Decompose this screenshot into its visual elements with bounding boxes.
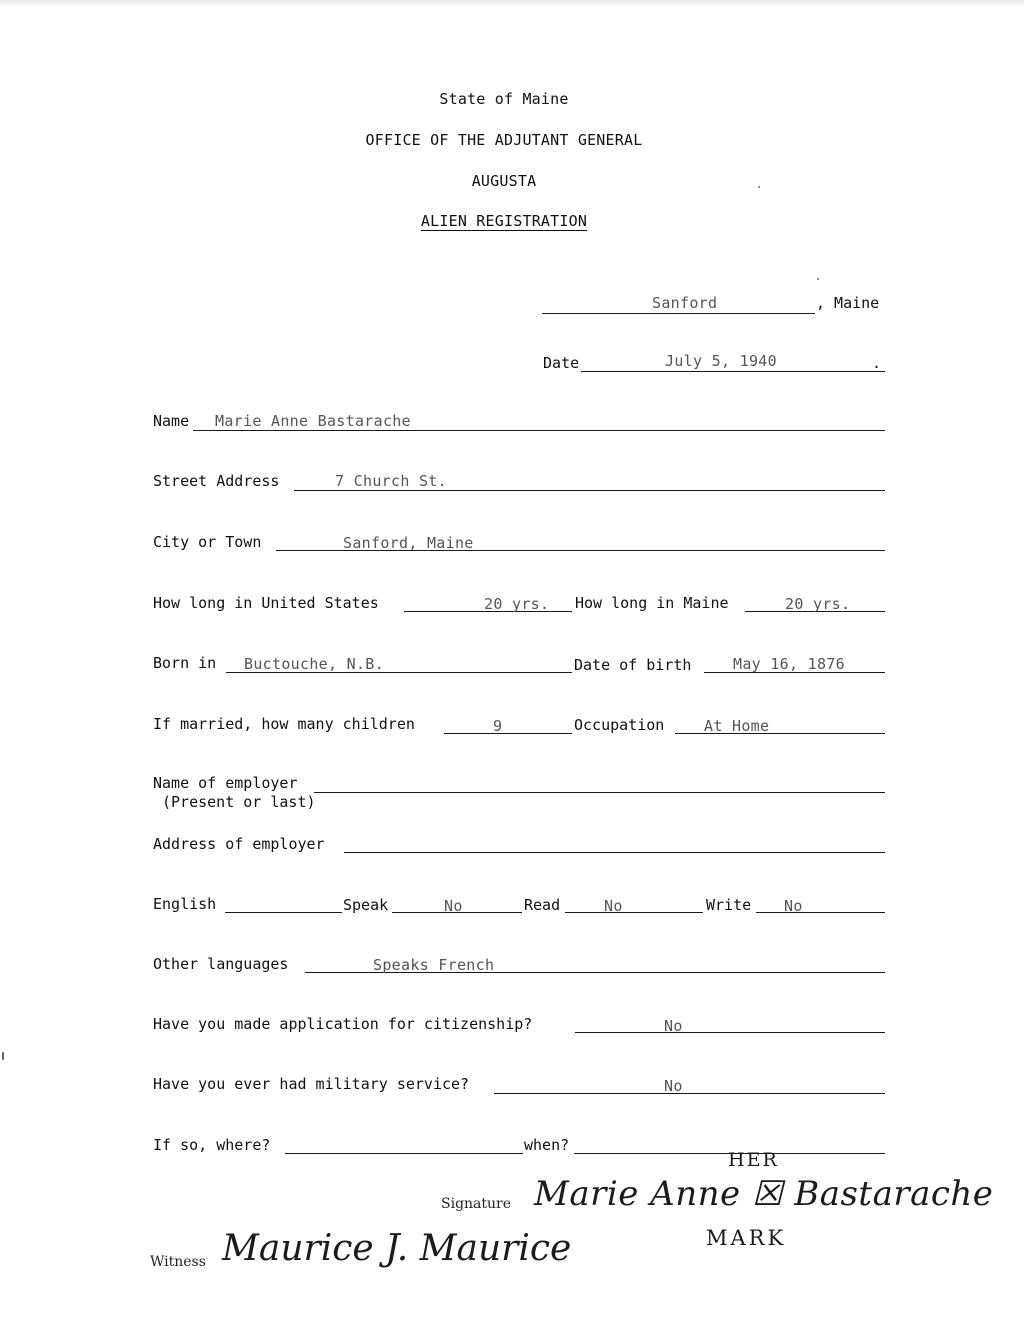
children-line	[444, 733, 572, 734]
other-languages-label: Other languages	[153, 955, 289, 973]
city-town-label: City or Town	[153, 533, 262, 551]
other-languages-value: Speaks French	[373, 956, 495, 974]
name-value: Marie Anne Bastarache	[215, 412, 411, 430]
paper-speck	[817, 278, 819, 280]
born-label: Born in	[153, 654, 217, 672]
children-value: 9	[493, 717, 503, 735]
street-line	[294, 490, 885, 491]
name-label: Name	[153, 412, 190, 430]
signature-label: Signature	[441, 1196, 512, 1212]
when-label: when?	[524, 1136, 570, 1154]
occupation-label: Occupation	[574, 716, 665, 734]
employer-line	[314, 792, 885, 793]
paper-speck	[758, 186, 760, 188]
speak-value: No	[444, 897, 463, 915]
employer-address-label: Address of employer	[153, 835, 325, 853]
read-line	[565, 912, 703, 913]
english-line	[225, 912, 342, 913]
where-line	[285, 1153, 523, 1154]
place-value: Sanford	[652, 294, 718, 312]
employer-sublabel: (Present or last)	[162, 793, 316, 811]
children-label: If married, how many children	[153, 715, 415, 733]
write-line	[756, 912, 885, 913]
date-label: Date	[543, 354, 580, 372]
speak-label: Speak	[343, 896, 389, 914]
citizenship-label: Have you made application for citizenship?	[153, 1015, 533, 1033]
city-town-value: Sanford, Maine	[343, 534, 474, 552]
read-value: No	[604, 897, 623, 915]
military-label: Have you ever had military service?	[153, 1075, 470, 1093]
date-suffix: .	[872, 354, 882, 372]
street-value: 7 Church St.	[335, 472, 447, 490]
witness-label: Witness	[150, 1254, 206, 1270]
signature-value: Marie Anne ☒ Bastarache	[534, 1174, 994, 1214]
born-value: Buctouche, N.B.	[244, 655, 384, 673]
write-label: Write	[706, 896, 752, 914]
place-line	[542, 313, 815, 314]
dob-label: Date of birth	[574, 656, 692, 674]
citizenship-line	[575, 1032, 885, 1033]
paper-speck	[2, 1052, 4, 1060]
read-label: Read	[524, 896, 561, 914]
witness-value: Maurice J. Maurice	[222, 1228, 572, 1269]
name-line	[193, 430, 885, 431]
us-stay-value: 20 yrs.	[484, 595, 550, 613]
employer-address-line	[344, 852, 885, 853]
form-title	[0, 212, 1008, 230]
military-line	[494, 1093, 885, 1094]
maine-stay-label: How long in Maine	[575, 594, 729, 612]
place-suffix: , Maine	[816, 294, 880, 312]
employer-label: Name of employer	[153, 774, 298, 792]
citizenship-value: No	[664, 1017, 683, 1035]
write-value: No	[784, 897, 803, 915]
us-stay-label: How long in United States	[153, 594, 379, 612]
signature-her: HER	[728, 1149, 779, 1171]
street-label: Street Address	[153, 472, 280, 490]
office-heading: OFFICE OF THE ADJUTANT GENERAL	[365, 131, 643, 149]
dob-value: May 16, 1876	[733, 655, 845, 673]
maine-stay-value: 20 yrs.	[785, 595, 851, 613]
state-heading: State of Maine	[439, 90, 569, 108]
signature-mark: MARK	[706, 1226, 787, 1250]
date-line	[581, 371, 885, 372]
where-label: If so, where?	[153, 1136, 271, 1154]
occupation-value: At Home	[704, 717, 770, 735]
military-value: No	[664, 1077, 683, 1095]
date-value: July 5, 1940	[665, 352, 777, 370]
form-title-text: ALIEN REGISTRATION	[420, 212, 588, 230]
city-heading: AUGUSTA	[471, 172, 537, 190]
english-label: English	[153, 895, 217, 913]
